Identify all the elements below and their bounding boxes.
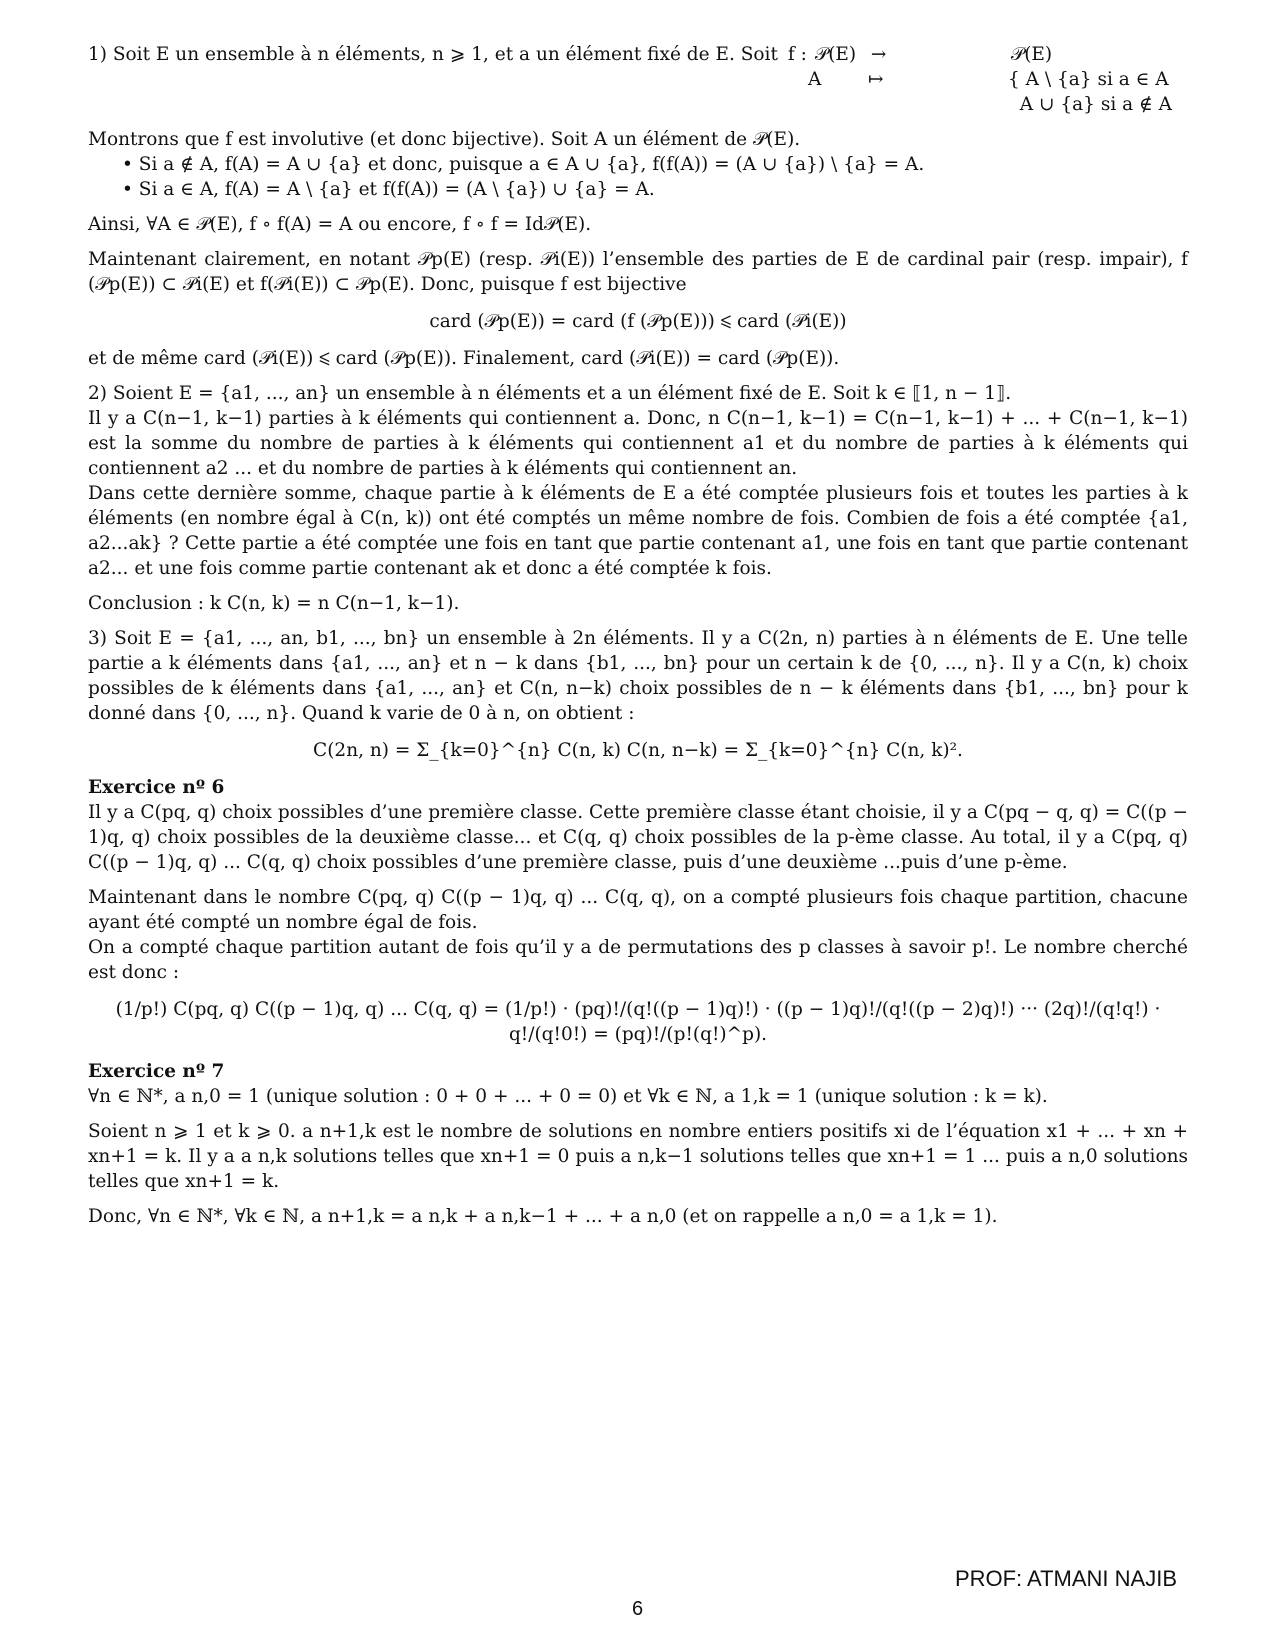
function-map — [815, 42, 1052, 67]
q1-line3: Maintenant clairement, en notant 𝒫p(E) (resp. 𝒫i(E)) l’ensemble des parties de E de cardinal pair (resp. impair), f (𝒫p(E)) ⊂ 𝒫i(E) et f(𝒫i(E)) ⊂ 𝒫p(E). Donc, puisque f est bijective — [88, 249, 1188, 295]
ex6-line1: Il y a C(pq, q) choix possibles d’une première classe. Cette première classe étant choisie, il y a C(pq − q, q) = C((p − 1)q, q) choix possibles de la deuxième classe... et C(q, q) choix possibles de la p-ème classe. Au total, il y a C(pq, q) C((p − 1)q, q) ... C(q, q) choix possibles d’une première classe, puis d’une deuxième ...puis d’une p-ème. — [88, 802, 1188, 873]
author-footer: PROF: ATMANI NAJIB — [954, 1566, 1177, 1591]
map-to: ↦ — [868, 69, 884, 90]
ex6-line3: On a compté chaque partition autant de fois qu’il y a de permutations des p classes à savoir p!. Le nombre cherché est donc : — [88, 937, 1188, 983]
ex6-equation: (1/p!) C(pq, q) C((p − 1)q, q) ... C(q, q) = (1/p!) · (pq)!/(q!((p − 1)q)!) · ((p − 1)q)!/(q!((p − 2)q)!) ··· (2q)!/(q!q!) · q!/(q!0!) = (pq)!/(p!(q!)^p). — [115, 999, 1161, 1045]
q1-line4: et de même card (𝒫i(E)) ⩽ card (𝒫p(E)). Finalement, card (𝒫i(E)) = card (𝒫p(E)). — [88, 348, 840, 369]
map-var: A — [808, 69, 822, 90]
case-1: { A \ {a} si a ∈ A — [1008, 69, 1169, 90]
q2-line2: Il y a C(n−1, k−1) parties à k éléments qui contiennent a. Donc, n C(n−1, k−1) = C(n−1, k−1) + ... + C(n−1, k−1) est la somme du nombre de parties à k éléments qui contiennent a1 et du nombre de parties à k éléments qui contiennent a2 ... et du nombre de parties à k éléments qui contiennent an. — [88, 408, 1188, 479]
function-name: f : — [787, 44, 807, 65]
map-arrow: → — [870, 44, 887, 65]
ex7-line2: Soient n ⩾ 1 et k ⩾ 0. a n+1,k est le nombre de solutions en nombre entiers positifs xi de l’équation x1 + ... + xn + xn+1 = k. Il y a a n,k solutions telles que xn+1 = 0 puis a n,k−1 solutions telles que xn+1 = 1 ... puis a n,0 solutions telles que xn+1 = k. — [88, 1121, 1188, 1192]
document-body — [88, 42, 1188, 1229]
q1-line1: Montrons que f est involutive (et donc bijective). Soit A un élément de 𝒫(E). — [88, 129, 801, 150]
q3-line1: 3) Soit E = {a1, ..., an, b1, ..., bn} un ensemble à 2n éléments. Il y a C(2n, n) parties à n éléments de E. Une telle partie a k éléments dans {a1, ..., an} et n − k dans {b1, ..., bn} pour un certain k de {0, ..., n}. Il y a C(n, k) choix possibles de k éléments dans {a1, ..., an} et C(n, n−k) choix possibles de n − k éléments dans {b1, ..., bn} pour k donné dans {0, ..., n}. Quand k varie de 0 à n, on obtient : — [88, 628, 1188, 724]
q1-equation: card (𝒫p(E)) = card (f (𝒫p(E))) ⩽ card (𝒫i(E)) — [429, 311, 847, 332]
ex7-line1: ∀n ∈ ℕ*, a n,0 = 1 (unique solution : 0 + 0 + ... + 0 = 0) et ∀k ∈ ℕ, a 1,k = 1 (unique solution : k = k). — [88, 1086, 1048, 1107]
q2-line1: 2) Soient E = {a1, ..., an} un ensemble à n éléments et a un élément fixé de E. Soit k ∈ ⟦1, n − 1⟧. — [88, 383, 1012, 404]
exercise-7-title: Exercice nº 7 — [88, 1061, 225, 1082]
q1-bullet1: • Si a ∉ A, f(A) = A ∪ {a} et donc, puisque a ∈ A ∪ {a}, f(f(A)) = (A ∪ {a}) \ {a} = A. — [122, 154, 925, 175]
exercise-6-title: Exercice nº 6 — [88, 777, 225, 798]
function-cases — [88, 67, 1188, 117]
ex7-line3: Donc, ∀n ∈ ℕ*, ∀k ∈ ℕ, a n+1,k = a n,k + a n,k−1 + ... + a n,0 (et on rappelle a n,0 = a 1,k = 1). — [88, 1206, 998, 1227]
q1-line2: Ainsi, ∀A ∈ 𝒫(E), f ∘ f(A) = A ou encore, f ∘ f = Id𝒫(E). — [88, 214, 592, 235]
case-2: A ∪ {a} si a ∉ A — [1008, 94, 1172, 115]
map-codomain: 𝒫(E) — [1010, 44, 1053, 65]
q1-definition — [88, 42, 1188, 67]
q1-bullet2: • Si a ∈ A, f(A) = A \ {a} et f(f(A)) = (A \ {a}) ∪ {a} = A. — [122, 179, 655, 200]
q3-equation: C(2n, n) = Σ_{k=0}^{n} C(n, k) C(n, n−k) = Σ_{k=0}^{n} C(n, k)². — [313, 740, 963, 761]
ex6-line2: Maintenant dans le nombre C(pq, q) C((p − 1)q, q) ... C(q, q), on a compté plusieurs fois chaque partition, chacune ayant été compté un nombre égal de fois. — [88, 887, 1188, 933]
page-number: 6 — [631, 1598, 644, 1620]
q1-intro: 1) Soit E un ensemble à n éléments, n ⩾ 1, et a un élément fixé de E. Soit — [88, 44, 778, 65]
q2-line3: Dans cette dernière somme, chaque partie à k éléments de E a été comptée plusieurs fois et toutes les parties à k éléments (en nombre égal à C(n, k)) ont été comptés un même nombre de fois. Combien de fois a été comptée {a1, a2...ak} ? Cette partie a été comptée une fois en tant que partie contenant a1, une fois en tant que partie contenant a2... et une fois comme partie contenant ak et donc a été comptée k fois. — [88, 483, 1188, 579]
map-domain: 𝒫(E) — [814, 44, 857, 65]
q2-conclusion: Conclusion : k C(n, k) = n C(n−1, k−1). — [88, 593, 460, 614]
